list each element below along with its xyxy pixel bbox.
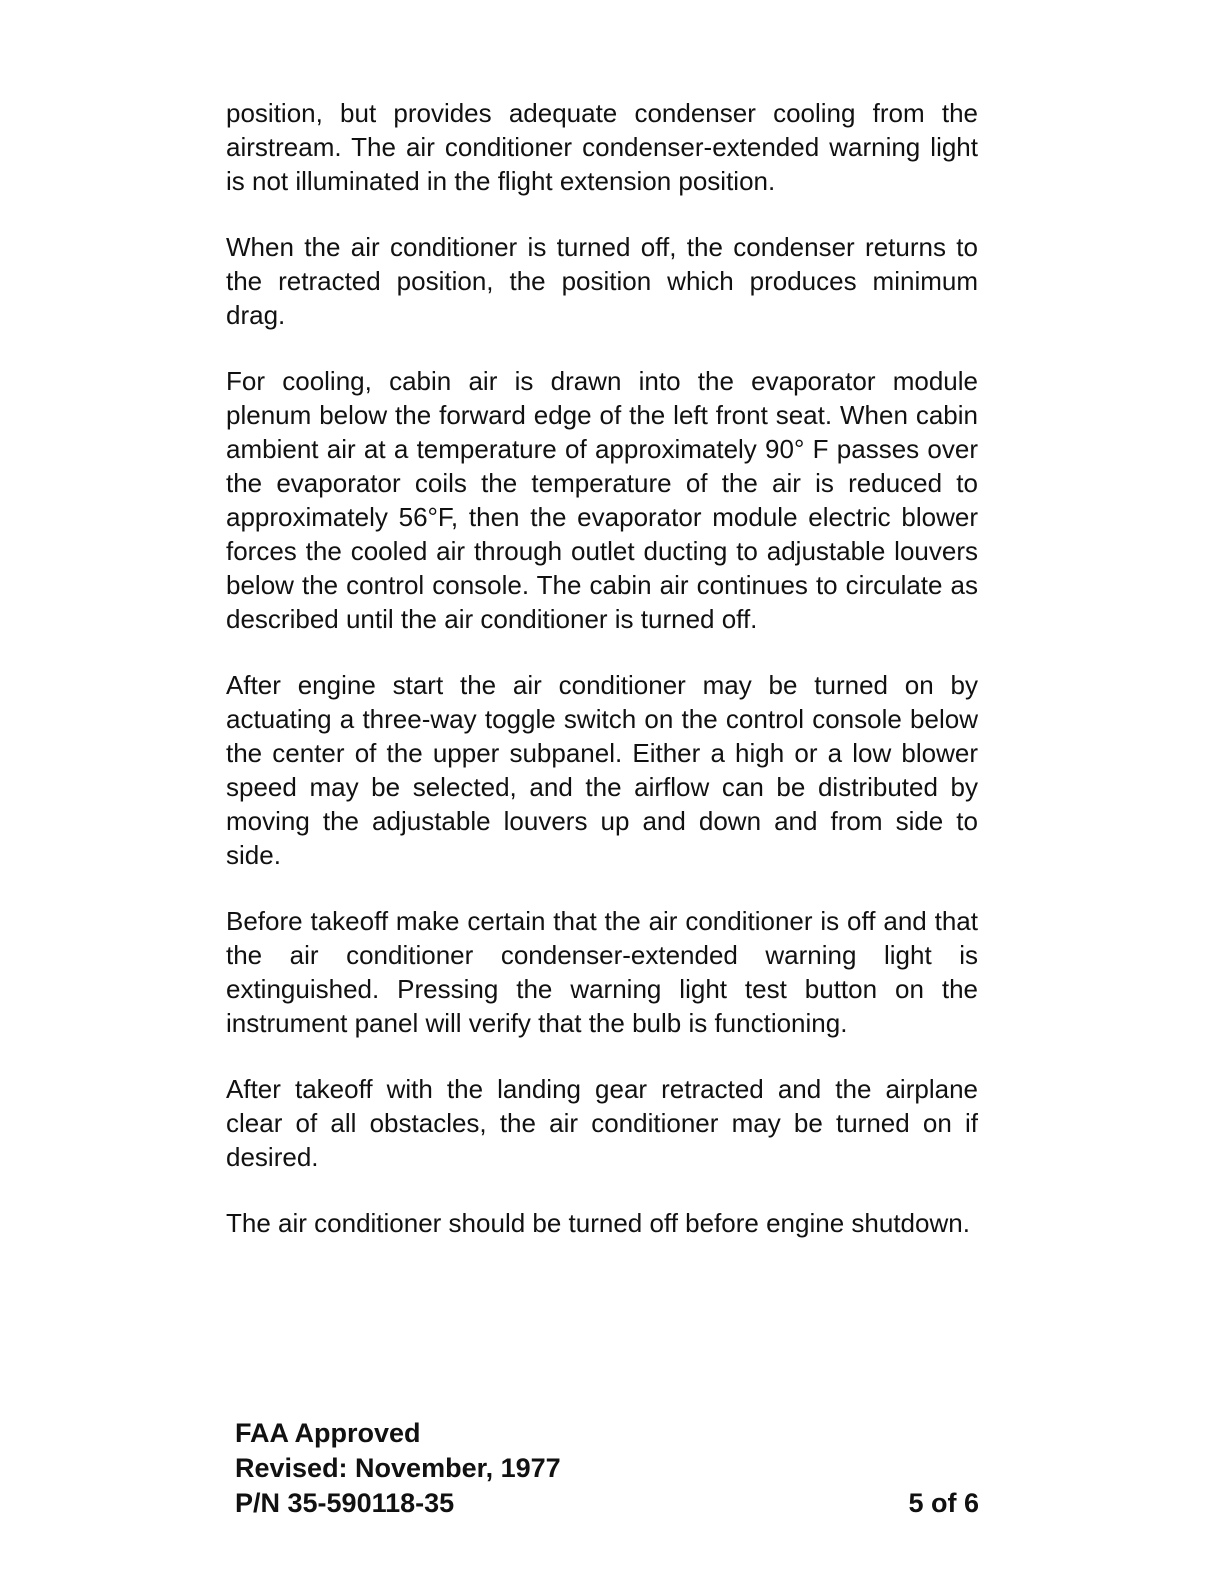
paragraph-before-takeoff: Before takeoff make certain that the air conditioner is off and that the air conditioner condenser-extended warning light is extinguished. Pressing the warning light test button on the instrument panel will verify that the bulb is functioning. [226, 906, 978, 1038]
paragraph-cooling-cycle: For cooling, cabin air is drawn into the evaporator module plenum below the forward edge of the left front seat. When cabin ambient air at a temperature of approximately 90° F passes over the evaporator coils the temperature of the air is reduced to approximately 56°F, then the evaporator module electric blower forces the cooled air through outlet ducting to adjustable louvers below the control console. The cabin air continues to circulate as described until the air conditioner is turned off. [226, 366, 978, 634]
page-number: 5 of 6 [908, 1488, 979, 1518]
paragraph-shutdown: The air conditioner should be turned off before engine shutdown. [226, 1208, 970, 1238]
body-text [226, 96, 978, 1272]
page-footer [235, 1416, 979, 1521]
paragraph-after-takeoff: After takeoff with the landing gear retracted and the airplane clear of all obstacles, the air conditioner may be turned on if desired. [226, 1074, 978, 1172]
paragraph-engine-start: After engine start the air conditioner may be turned on by actuating a three-way toggle switch on the control console below the center of the upper subpanel. Either a high or a low blower speed may be selected, and the airflow can be distributed by moving the adjustable louvers up and down and from side to side. [226, 670, 978, 870]
part-number: P/N 35-590118-35 [235, 1488, 455, 1518]
revision-date: Revised: November, 1977 [235, 1453, 561, 1483]
paragraph-condenser-retract: When the air conditioner is turned off, the condenser returns to the retracted position, the position which produces minimum drag. [226, 232, 978, 330]
faa-approved-label: FAA Approved [235, 1418, 421, 1448]
paragraph-condenser-flight-position: position, but provides adequate condenser cooling from the airstream. The air conditioner condenser-extended warning light is not illuminated in the flight extension position. [226, 98, 978, 196]
